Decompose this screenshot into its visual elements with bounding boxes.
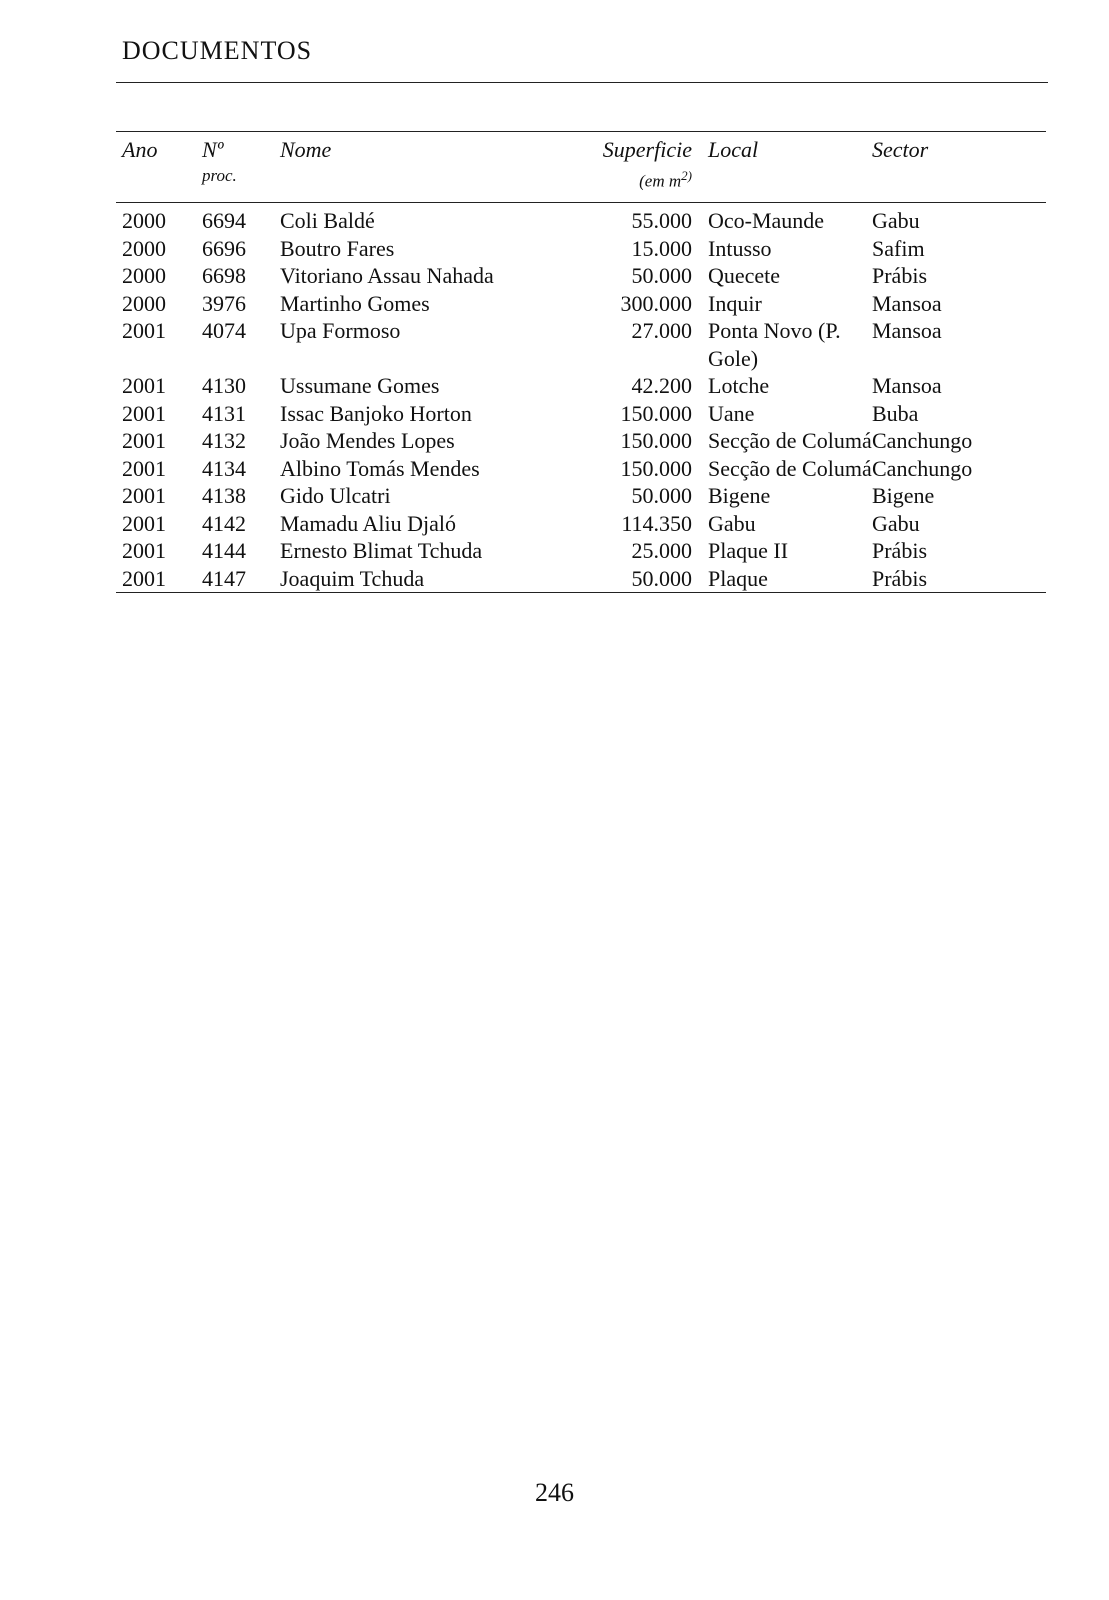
cell-local: Plaque — [708, 565, 768, 591]
cell-sector: Buba — [872, 400, 919, 426]
cell-sector: Mansoa — [872, 290, 942, 316]
cell-nome: Martinho Gomes — [280, 290, 430, 316]
cell-ano: 2000 — [122, 290, 166, 316]
cell-ano: 2000 — [122, 208, 166, 233]
cell-proc: 6698 — [202, 263, 246, 288]
col-header-proc-line2: proc. — [202, 166, 237, 185]
cell-nome: Issac Banjoko Horton — [280, 400, 472, 426]
cell-proc: 4131 — [202, 400, 246, 426]
cell-sector: Prábis — [872, 263, 927, 288]
cell-ano: 2000 — [122, 263, 166, 288]
land-table — [116, 131, 1046, 593]
cell-local: Quecete — [708, 263, 781, 288]
table-row — [116, 235, 1046, 263]
cell-nome: Vitoriano Assau Nahada — [280, 263, 494, 288]
cell-proc: 4074 — [202, 318, 246, 343]
cell-sector: Canchungo — [872, 455, 973, 481]
cell-ano: 2000 — [122, 235, 166, 261]
table-row — [116, 290, 1046, 318]
table-row — [116, 565, 1046, 593]
cell-sector: Gabu — [872, 510, 920, 536]
header-rule — [116, 82, 1048, 83]
cell-ano: 2001 — [122, 400, 166, 426]
col-header-superficie-line2 — [552, 164, 692, 194]
cell-ano: 2001 — [122, 373, 166, 398]
table-row — [116, 400, 1046, 428]
cell-local: Intusso — [708, 235, 772, 261]
cell-local: Secção de Columá — [708, 455, 872, 481]
table-row — [116, 482, 1046, 510]
table-row — [116, 262, 1046, 290]
table-row — [116, 455, 1046, 483]
cell-proc: 4134 — [202, 455, 246, 481]
cell-superficie: 42.200 — [631, 373, 692, 398]
col-header-superficie-unit: (em m — [639, 171, 682, 191]
cell-proc: 3976 — [202, 290, 246, 316]
table-row — [116, 537, 1046, 565]
cell-local: Gabu — [708, 510, 756, 536]
cell-nome: Coli Baldé — [280, 208, 375, 233]
cell-nome: Albino Tomás Mendes — [280, 455, 480, 481]
cell-proc: 6694 — [202, 208, 246, 233]
col-header-superficie — [552, 132, 708, 203]
cell-superficie: 15.000 — [631, 235, 692, 261]
cell-superficie: 50.000 — [631, 565, 692, 591]
col-header-local: Local — [708, 137, 759, 162]
cell-nome: Boutro Fares — [280, 235, 395, 261]
cell-superficie: 25.000 — [631, 538, 692, 563]
col-header-proc-line1: Nº — [202, 137, 224, 162]
table-row — [116, 372, 1046, 400]
cell-ano: 2001 — [122, 455, 166, 481]
header-row — [116, 132, 1046, 203]
cell-ano: 2001 — [122, 510, 166, 536]
cell-proc: 4142 — [202, 510, 246, 536]
cell-sector: Gabu — [872, 208, 920, 233]
land-table-container — [116, 131, 1040, 593]
col-header-superficie-line1: Superficie — [602, 137, 692, 162]
cell-local: Uane — [708, 400, 755, 426]
page-number: 246 — [535, 1478, 574, 1507]
cell-superficie: 150.000 — [620, 428, 692, 453]
cell-superficie: 55.000 — [631, 208, 692, 233]
cell-proc: 6696 — [202, 235, 246, 261]
table-row — [116, 427, 1046, 455]
cell-local: Oco-Maunde — [708, 208, 825, 233]
col-header-superficie-exponent: 2) — [681, 168, 692, 183]
cell-sector: Canchungo — [872, 428, 973, 453]
cell-nome: Joaquim Tchuda — [280, 565, 425, 591]
cell-local: Plaque II — [708, 538, 789, 563]
cell-nome: Mamadu Aliu Djaló — [280, 510, 456, 536]
cell-local: Bigene — [708, 483, 771, 508]
cell-superficie: 300.000 — [620, 290, 692, 316]
cell-local: Ponta Novo (P. Gole) — [708, 318, 841, 371]
cell-ano: 2001 — [122, 318, 166, 343]
cell-proc: 4132 — [202, 428, 246, 453]
col-header-ano: Ano — [122, 137, 158, 162]
cell-superficie: 50.000 — [631, 483, 692, 508]
cell-nome: Ernesto Blimat Tchuda — [280, 538, 483, 563]
cell-ano: 2001 — [122, 565, 166, 591]
cell-superficie: 150.000 — [620, 455, 692, 481]
table-row — [116, 510, 1046, 538]
cell-ano: 2001 — [122, 428, 166, 453]
cell-local: Secção de Columá — [708, 428, 872, 453]
cell-ano: 2001 — [122, 538, 166, 563]
cell-proc: 4147 — [202, 565, 246, 591]
col-header-sector: Sector — [872, 137, 929, 162]
table-row — [116, 203, 1046, 235]
cell-sector: Prábis — [872, 565, 927, 591]
cell-superficie: 114.350 — [621, 510, 692, 536]
page-header: DOCUMENTOS — [122, 36, 313, 65]
cell-sector: Prábis — [872, 538, 927, 563]
cell-local: Inquir — [708, 290, 762, 316]
cell-sector: Mansoa — [872, 318, 942, 343]
cell-superficie: 27.000 — [631, 318, 692, 343]
table-body — [116, 203, 1046, 593]
cell-nome: Ussumane Gomes — [280, 373, 440, 398]
col-header-nome: Nome — [280, 137, 332, 162]
cell-proc: 4138 — [202, 483, 246, 508]
cell-sector: Bigene — [872, 483, 935, 508]
cell-nome: João Mendes Lopes — [280, 428, 455, 453]
cell-nome: Gido Ulcatri — [280, 483, 391, 508]
cell-superficie: 50.000 — [631, 263, 692, 288]
col-header-proc — [202, 132, 280, 203]
cell-proc: 4144 — [202, 538, 246, 563]
cell-nome: Upa Formoso — [280, 318, 401, 343]
table-row — [116, 317, 1046, 372]
cell-local: Lotche — [708, 373, 770, 398]
cell-proc: 4130 — [202, 373, 246, 398]
cell-sector: Mansoa — [872, 373, 942, 398]
table-header — [116, 132, 1046, 203]
cell-sector: Safim — [872, 235, 925, 261]
cell-ano: 2001 — [122, 483, 166, 508]
cell-superficie: 150.000 — [620, 400, 692, 426]
